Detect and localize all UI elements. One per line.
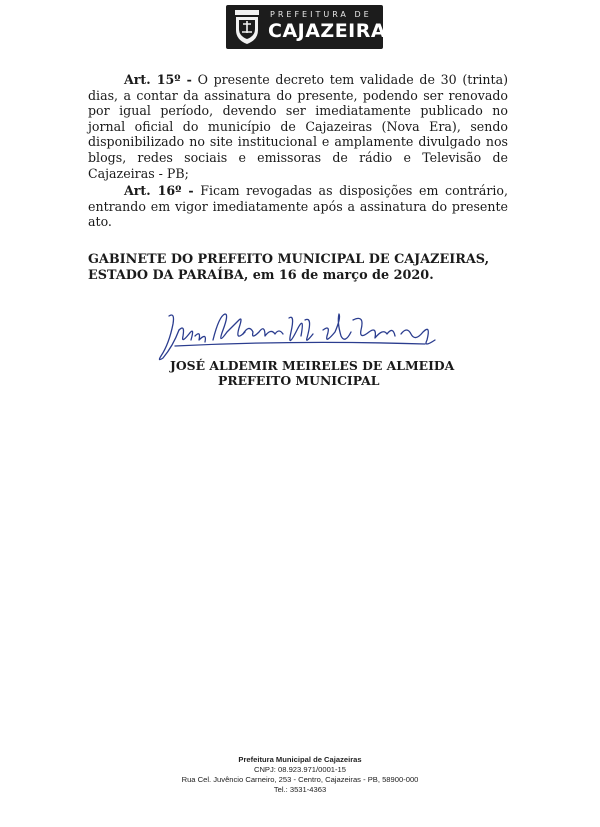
coat-of-arms-icon	[232, 8, 262, 46]
article-15	[88, 72, 508, 181]
logo-subtitle: PREFEITURA DE	[270, 10, 372, 19]
page-footer	[100, 755, 500, 795]
footer-address: Rua Cel. Juvêncio Carneiro, 253 - Centro, Cajazeiras - PB, 58900-000	[181, 775, 419, 784]
footer-phone: Tel.: 3531-4363	[273, 785, 327, 794]
article-16-label: Art. 16º -	[124, 183, 194, 198]
logo-title: CAJAZEIRAS	[268, 20, 401, 42]
footer-cnpj: CNPJ: 08.923.971/0001-15	[253, 765, 347, 774]
article-16	[88, 183, 508, 230]
prefeitura-logo	[226, 5, 401, 49]
gabinete-statement: GABINETE DO PREFEITO MUNICIPAL DE CAJAZEIRAS, ESTADO DA PARAÍBA, em 16 de março de 2020.	[88, 252, 490, 283]
article-15-label: Art. 15º -	[124, 72, 192, 87]
signatory-name: JOSÉ ALDEMIR MEIRELES DE ALMEIDA	[170, 358, 455, 373]
footer-institution: Prefeitura Municipal de Cajazeiras	[238, 755, 362, 764]
signatory-role: PREFEITO MUNICIPAL	[218, 373, 380, 388]
article-15-text: O presente decreto tem validade de 30 (trinta) dias, a contar da assinatura do presente, podendo ser renovado por igual período, devendo ser imediatamente publicado no jornal oficial do município de Cajazeiras (Nova Era), sendo disponibilizado no site institucional e amplamente divulgado nos blogs, redes sociais e emissoras de rádio e Televisão de Cajazeiras - PB;	[88, 72, 508, 181]
article-16-text: Ficam revogadas as disposições em contrário, entrando em vigor imediatamente após a assinatura do presente ato.	[88, 183, 508, 230]
